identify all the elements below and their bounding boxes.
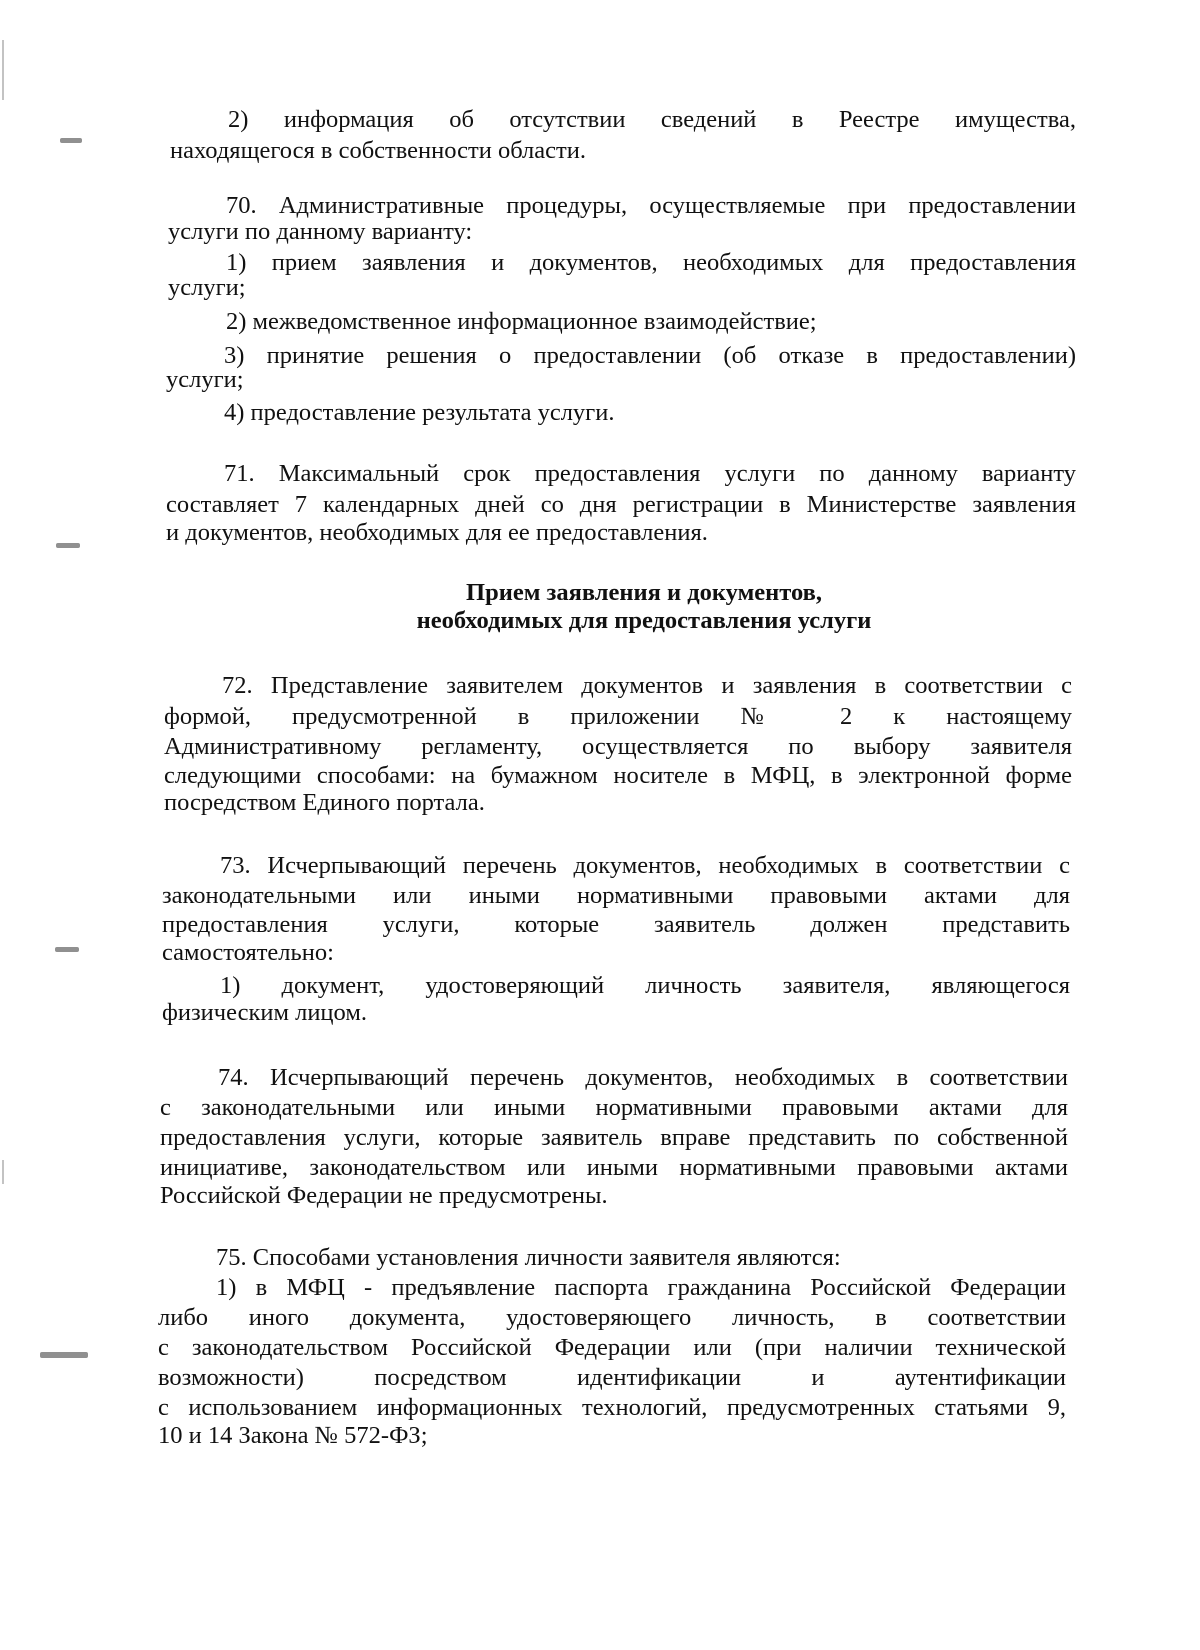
paragraph-72-line: следующими способами: на бумажном носителе в МФЦ, в электронной форме bbox=[164, 762, 1072, 789]
paragraph-72-line: 72. Представление заявителем документов и заявления в соответствии с bbox=[222, 672, 1072, 699]
paragraph-73-line: предоставления услуги, которые заявитель должен представить bbox=[162, 911, 1070, 938]
paragraph-73-line: 73. Исчерпывающий перечень документов, необходимых в соответствии с bbox=[220, 852, 1070, 879]
paragraph-74-line: с законодательными или иными нормативными правовыми актами для bbox=[160, 1094, 1068, 1121]
list-item-line: 1) документ, удостоверяющий личность заявителя, являющегося bbox=[220, 972, 1070, 999]
section-heading: Прием заявления и документов, bbox=[466, 579, 822, 606]
list-item-line: 4) предоставление результата услуги. bbox=[224, 399, 615, 426]
list-item-line: 3) принятие решения о предоставлении (об отказе в предоставлении) bbox=[224, 342, 1076, 369]
paragraph-71-line: и документов, необходимых для ее предоставления. bbox=[166, 519, 708, 546]
list-item-line: физическим лицом. bbox=[162, 999, 367, 1026]
paragraph-line: находящегося в собственности области. bbox=[170, 137, 586, 164]
punch-hole-mark bbox=[55, 947, 79, 952]
paragraph-73-line: законодательными или иными нормативными правовыми актами для bbox=[162, 882, 1070, 909]
paragraph-74-line: инициативе, законодательством или иными нормативными правовыми актами bbox=[160, 1154, 1068, 1181]
paragraph-70-line: 70. Административные процедуры, осуществляемые при предоставлении bbox=[226, 192, 1076, 219]
paragraph-line: 2) информация об отсутствии сведений в Реестре имущества, bbox=[228, 106, 1076, 133]
paragraph-74-line: Российской Федерации не предусмотрены. bbox=[160, 1182, 608, 1209]
list-item-line: возможности) посредством идентификации и аутентификации bbox=[158, 1364, 1066, 1391]
section-heading: необходимых для предоставления услуги bbox=[416, 607, 872, 634]
paragraph-74-line: 74. Исчерпывающий перечень документов, необходимых в соответствии bbox=[218, 1064, 1068, 1091]
list-item-line: услуги; bbox=[168, 274, 246, 301]
punch-hole-mark bbox=[60, 138, 82, 143]
scan-edge-line bbox=[2, 1160, 4, 1184]
list-item-line: с использованием информационных технологий, предусмотренных статьями 9, bbox=[158, 1394, 1066, 1421]
paragraph-72-line: Административному регламенту, осуществляется по выбору заявителя bbox=[164, 733, 1072, 760]
list-item-line: 1) в МФЦ - предъявление паспорта гражданина Российской Федерации bbox=[216, 1274, 1066, 1301]
scan-edge-line bbox=[2, 40, 4, 100]
paragraph-70-line: услуги по данному варианту: bbox=[168, 218, 473, 245]
paragraph-72-line: формой, предусмотренной в приложении № 2 к настоящему bbox=[164, 703, 1072, 730]
paragraph-71-line: 71. Максимальный срок предоставления услуги по данному варианту bbox=[224, 460, 1076, 487]
paragraph-73-line: самостоятельно: bbox=[162, 939, 334, 966]
list-item-line: 1) прием заявления и документов, необходимых для предоставления bbox=[226, 249, 1076, 276]
list-item-line: с законодательством Российской Федерации или (при наличии технической bbox=[158, 1334, 1066, 1361]
punch-hole-mark bbox=[40, 1352, 88, 1358]
list-item-line: либо иного документа, удостоверяющего личность, в соответствии bbox=[158, 1304, 1066, 1331]
punch-hole-mark bbox=[56, 543, 80, 548]
paragraph-72-line: посредством Единого портала. bbox=[164, 789, 485, 816]
list-item-line: 10 и 14 Закона № 572-ФЗ; bbox=[158, 1422, 428, 1449]
paragraph-71-line: составляет 7 календарных дней со дня регистрации в Министерстве заявления bbox=[166, 491, 1076, 518]
paragraph-74-line: предоставления услуги, которые заявитель вправе представить по собственной bbox=[160, 1124, 1068, 1151]
paragraph-75-line: 75. Способами установления личности заявителя являются: bbox=[216, 1244, 841, 1271]
list-item-line: услуги; bbox=[166, 366, 244, 393]
list-item-line: 2) межведомственное информационное взаимодействие; bbox=[226, 308, 817, 335]
